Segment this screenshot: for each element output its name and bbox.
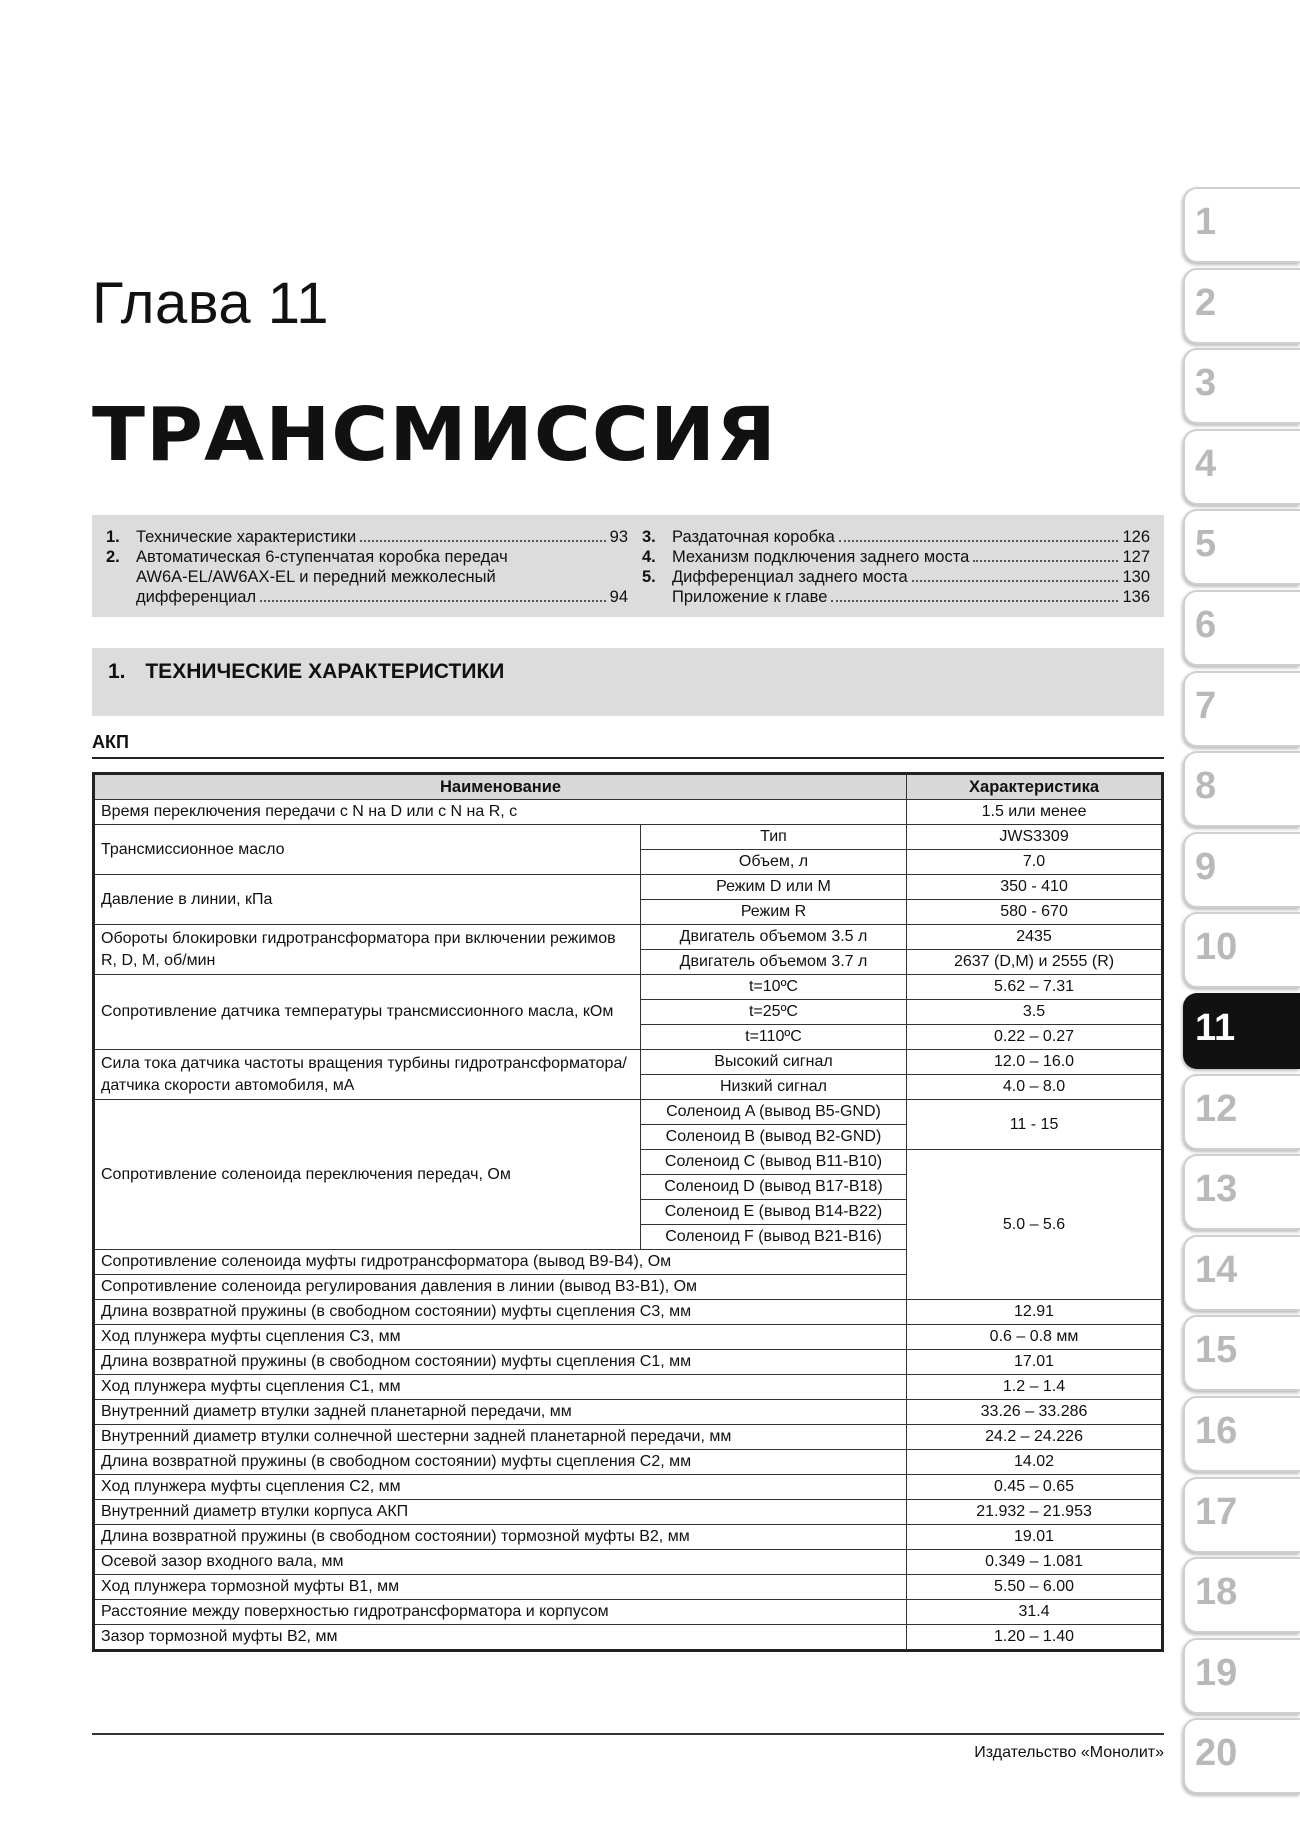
chapter-tab-12[interactable] — [1183, 1074, 1300, 1150]
toc-column-left — [106, 527, 628, 607]
table-header-row — [94, 774, 1163, 800]
toc-item-text: Технические характеристики — [136, 528, 357, 546]
table-row — [94, 800, 1163, 825]
row-name: Зазор тормозной муфты B2, мм — [94, 1625, 907, 1651]
row-value: 7.0 — [907, 850, 1163, 875]
chapter-tab-label: 15 — [1195, 1329, 1238, 1372]
chapter-tab-6[interactable] — [1183, 590, 1300, 666]
chapter-tab-label: 3 — [1195, 362, 1217, 405]
row-name: Сила тока датчика частоты вращения турбины гидротрансформатора/датчика скорости автомобиля, мА — [94, 1050, 641, 1100]
row-value: 2435 — [907, 925, 1163, 950]
toc-item-page: 127 — [1122, 548, 1150, 566]
table-row — [94, 1475, 1163, 1500]
header-value: Характеристика — [907, 774, 1163, 800]
row-value: 0.22 – 0.27 — [907, 1025, 1163, 1050]
row-name: Ход плунжера муфты сцепления C1, мм — [94, 1375, 907, 1400]
table-row — [94, 1425, 1163, 1450]
row-value: 0.6 – 0.8 мм — [907, 1325, 1163, 1350]
header-name: Наименование — [94, 774, 907, 800]
table-row — [94, 1500, 1163, 1525]
chapter-tab-3[interactable] — [1183, 348, 1300, 424]
toc-item-text: Дифференциал заднего моста — [672, 568, 908, 586]
table-row — [94, 1450, 1163, 1475]
table-row — [94, 825, 1163, 850]
toc-column-right — [642, 527, 1150, 607]
chapter-tab-label: 12 — [1195, 1087, 1238, 1130]
row-value: 580 - 670 — [907, 900, 1163, 925]
chapter-tab-16[interactable] — [1183, 1396, 1300, 1472]
chapter-tab-label: 19 — [1195, 1651, 1238, 1694]
table-row — [94, 1350, 1163, 1375]
table-row — [94, 925, 1163, 950]
row-value: 0.45 – 0.65 — [907, 1475, 1163, 1500]
toc-item[interactable] — [106, 547, 628, 607]
toc-leader — [260, 600, 606, 602]
chapter-tab-label: 1 — [1195, 201, 1217, 243]
chapter-tab-9[interactable] — [1183, 832, 1300, 908]
toc-item-page: 93 — [609, 528, 628, 546]
toc-item-text: AW6A-EL/AW6AX-EL и передний межколесный — [136, 568, 496, 586]
table-row — [94, 1100, 1163, 1125]
chapter-tab-label: 4 — [1195, 442, 1217, 485]
row-condition: Соленоид A (вывод B5-GND) — [640, 1100, 906, 1125]
row-name: Ход плунжера муфты сцепления C3, мм — [94, 1325, 907, 1350]
section-header — [92, 648, 1164, 716]
toc-item-page: 130 — [1122, 568, 1150, 586]
table-row — [94, 1550, 1163, 1575]
row-name: Внутренний диаметр втулки корпуса АКП — [94, 1500, 907, 1525]
row-condition: Низкий сигнал — [640, 1075, 906, 1100]
row-condition: Двигатель объемом 3.5 л — [640, 925, 906, 950]
row-name: Обороты блокировки гидротрансформатора при включении режимов R, D, M, об/мин — [94, 925, 641, 975]
table-row — [94, 1525, 1163, 1550]
row-name: Сопротивление соленоида регулирования давления в линии (вывод B3-B1), Ом — [94, 1275, 907, 1300]
table-row — [94, 1625, 1163, 1651]
chapter-tab-label: 7 — [1195, 684, 1217, 727]
toc-item[interactable] — [642, 567, 1150, 587]
toc-item-page: 94 — [609, 588, 628, 606]
chapter-tab-label: 14 — [1195, 1248, 1238, 1291]
footer-rule — [92, 1733, 1164, 1735]
row-value: 1.5 или менее — [907, 800, 1163, 825]
toc-leader — [831, 600, 1118, 602]
row-condition: Двигатель объемом 3.7 л — [640, 950, 906, 975]
chapter-title: ТРАНСМИССИЯ — [92, 392, 777, 478]
chapter-tab-8[interactable] — [1183, 751, 1300, 827]
chapter-tab-label: 18 — [1195, 1571, 1238, 1614]
table-row — [94, 975, 1163, 1000]
row-condition: t=110ºC — [640, 1025, 906, 1050]
row-value: 5.62 – 7.31 — [907, 975, 1163, 1000]
row-value: 12.0 – 16.0 — [907, 1050, 1163, 1075]
toc-item-text: Приложение к главе — [672, 588, 828, 606]
chapter-tab-18[interactable] — [1183, 1557, 1300, 1633]
toc-leader — [973, 560, 1118, 562]
toc-item[interactable] — [106, 527, 628, 547]
row-name: Ход плунжера муфты сцепления C2, мм — [94, 1475, 907, 1500]
row-value: 11 - 15 — [907, 1100, 1163, 1150]
row-name: Длина возвратной пружины (в свободном состоянии) муфты сцепления C3, мм — [94, 1300, 907, 1325]
chapter-tab-5[interactable] — [1183, 509, 1300, 585]
toc-item-number: 4. — [642, 548, 656, 566]
row-value: 12.91 — [907, 1300, 1163, 1325]
table-row — [94, 875, 1163, 900]
toc-leader — [360, 540, 605, 542]
row-value: 1.20 – 1.40 — [907, 1625, 1163, 1651]
chapter-tab-label: 2 — [1195, 281, 1217, 324]
toc-item-text: Раздаточная коробка — [672, 528, 835, 546]
chapter-tab-4[interactable] — [1183, 429, 1300, 505]
subsection-title: АКП — [92, 732, 1164, 759]
chapter-tab-14[interactable] — [1183, 1235, 1300, 1311]
spec-table — [92, 772, 1164, 1652]
section-title: ТЕХНИЧЕСКИЕ ХАРАКТЕРИСТИКИ — [145, 660, 505, 683]
row-condition: Высокий сигнал — [640, 1050, 906, 1075]
chapter-tab-7[interactable] — [1183, 671, 1300, 747]
row-value: JWS3309 — [907, 825, 1163, 850]
row-condition: Соленоид F (вывод B21-B16) — [640, 1225, 906, 1250]
chapter-tab-20[interactable] — [1183, 1718, 1300, 1794]
toc-item[interactable] — [642, 587, 1150, 607]
publisher-footer: Издательство «Монолит» — [974, 1744, 1164, 1761]
table-of-contents — [92, 515, 1164, 617]
row-condition: Тип — [640, 825, 906, 850]
chapter-tab-label: 20 — [1195, 1732, 1238, 1775]
row-value: 2637 (D,M) и 2555 (R) — [907, 950, 1163, 975]
chapter-tab-label: 5 — [1195, 523, 1217, 566]
row-condition: Соленоид D (вывод B17-B18) — [640, 1175, 906, 1200]
toc-item-number: 3. — [642, 528, 656, 546]
toc-item-text: дифференциал — [136, 588, 257, 606]
chapter-tab-label: 10 — [1195, 926, 1238, 969]
row-name: Время переключения передачи с N на D или с N на R, с — [94, 800, 907, 825]
row-condition: t=25ºC — [640, 1000, 906, 1025]
table-row — [94, 1375, 1163, 1400]
row-value: 17.01 — [907, 1350, 1163, 1375]
row-name: Длина возвратной пружины (в свободном состоянии) муфты сцепления C2, мм — [94, 1450, 907, 1475]
toc-item-number: 5. — [642, 568, 656, 586]
row-name: Сопротивление соленоида переключения передач, Ом — [94, 1100, 641, 1250]
chapter-tab-label: 16 — [1195, 1409, 1238, 1452]
toc-item[interactable] — [642, 547, 1150, 567]
toc-item-page: 136 — [1122, 588, 1150, 606]
row-condition: Соленоид B (вывод B2-GND) — [640, 1125, 906, 1150]
chapter-tab-label: 13 — [1195, 1168, 1238, 1211]
toc-item-page: 126 — [1122, 528, 1150, 546]
toc-item-number: 2. — [106, 548, 120, 566]
chapter-label: Глава 11 — [92, 271, 329, 336]
row-value: 24.2 – 24.226 — [907, 1425, 1163, 1450]
row-name: Внутренний диаметр втулки задней планетарной передачи, мм — [94, 1400, 907, 1425]
row-name: Давление в линии, кПа — [94, 875, 641, 925]
row-name: Сопротивление соленоида муфты гидротрансформатора (вывод B9-B4), Ом — [94, 1250, 907, 1275]
row-condition: Соленоид C (вывод B11-B10) — [640, 1150, 906, 1175]
chapter-tab-label: 11 — [1195, 1006, 1236, 1049]
row-value: 3.5 — [907, 1000, 1163, 1025]
row-name: Трансмиссионное масло — [94, 825, 641, 875]
row-value: 0.349 – 1.081 — [907, 1550, 1163, 1575]
row-name: Осевой зазор входного вала, мм — [94, 1550, 907, 1575]
row-condition: Соленоид E (вывод B14-B22) — [640, 1200, 906, 1225]
row-name: Длина возвратной пружины (в свободном состоянии) муфты сцепления C1, мм — [94, 1350, 907, 1375]
toc-item-text: Механизм подключения заднего моста — [672, 548, 970, 566]
row-value: 5.0 – 5.6 — [907, 1150, 1163, 1300]
row-value: 14.02 — [907, 1450, 1163, 1475]
toc-item[interactable] — [642, 527, 1150, 547]
table-row — [94, 1300, 1163, 1325]
row-value: 1.2 – 1.4 — [907, 1375, 1163, 1400]
toc-item-text: Автоматическая 6-ступенчатая коробка передач — [136, 548, 508, 566]
row-value: 19.01 — [907, 1525, 1163, 1550]
row-value: 5.50 – 6.00 — [907, 1575, 1163, 1600]
row-value: 4.0 – 8.0 — [907, 1075, 1163, 1100]
row-condition: Объем, л — [640, 850, 906, 875]
row-value: 31.4 — [907, 1600, 1163, 1625]
row-condition: Режим D или M — [640, 875, 906, 900]
section-number: 1. — [108, 660, 126, 683]
chapter-tab-label: 9 — [1195, 845, 1217, 888]
toc-item-number — [642, 587, 672, 607]
row-name: Внутренний диаметр втулки солнечной шестерни задней планетарной передачи, мм — [94, 1425, 907, 1450]
chapter-tab-2[interactable] — [1183, 268, 1300, 344]
table-row — [94, 1400, 1163, 1425]
row-name: Расстояние между поверхностью гидротрансформатора и корпусом — [94, 1600, 907, 1625]
chapter-tab-17[interactable] — [1183, 1477, 1300, 1553]
row-name: Сопротивление датчика температуры трансмиссионного масла, кОм — [94, 975, 641, 1050]
chapter-tab-1[interactable] — [1183, 187, 1300, 263]
toc-item-number: 1. — [106, 528, 120, 546]
toc-leader — [839, 540, 1119, 542]
table-row — [94, 1050, 1163, 1075]
table-row — [94, 1575, 1163, 1600]
row-name: Длина возвратной пружины (в свободном состоянии) тормозной муфты B2, мм — [94, 1525, 907, 1550]
table-row — [94, 1325, 1163, 1350]
chapter-tab-label: 17 — [1195, 1490, 1238, 1533]
chapter-tab-label: 6 — [1195, 603, 1217, 646]
row-value: 21.932 – 21.953 — [907, 1500, 1163, 1525]
row-value: 33.26 – 33.286 — [907, 1400, 1163, 1425]
row-condition: t=10ºC — [640, 975, 906, 1000]
chapter-tab-13[interactable] — [1183, 1154, 1300, 1230]
row-name: Ход плунжера тормозной муфты B1, мм — [94, 1575, 907, 1600]
chapter-tab-11[interactable] — [1183, 993, 1300, 1069]
chapter-tab-15[interactable] — [1183, 1315, 1300, 1391]
chapter-tab-label: 8 — [1195, 765, 1217, 808]
chapter-tabs — [1183, 187, 1300, 1799]
row-value: 350 - 410 — [907, 875, 1163, 900]
chapter-tab-10[interactable] — [1183, 912, 1300, 988]
toc-leader — [912, 580, 1119, 582]
row-condition: Режим R — [640, 900, 906, 925]
table-row — [94, 1600, 1163, 1625]
chapter-tab-19[interactable] — [1183, 1638, 1300, 1714]
